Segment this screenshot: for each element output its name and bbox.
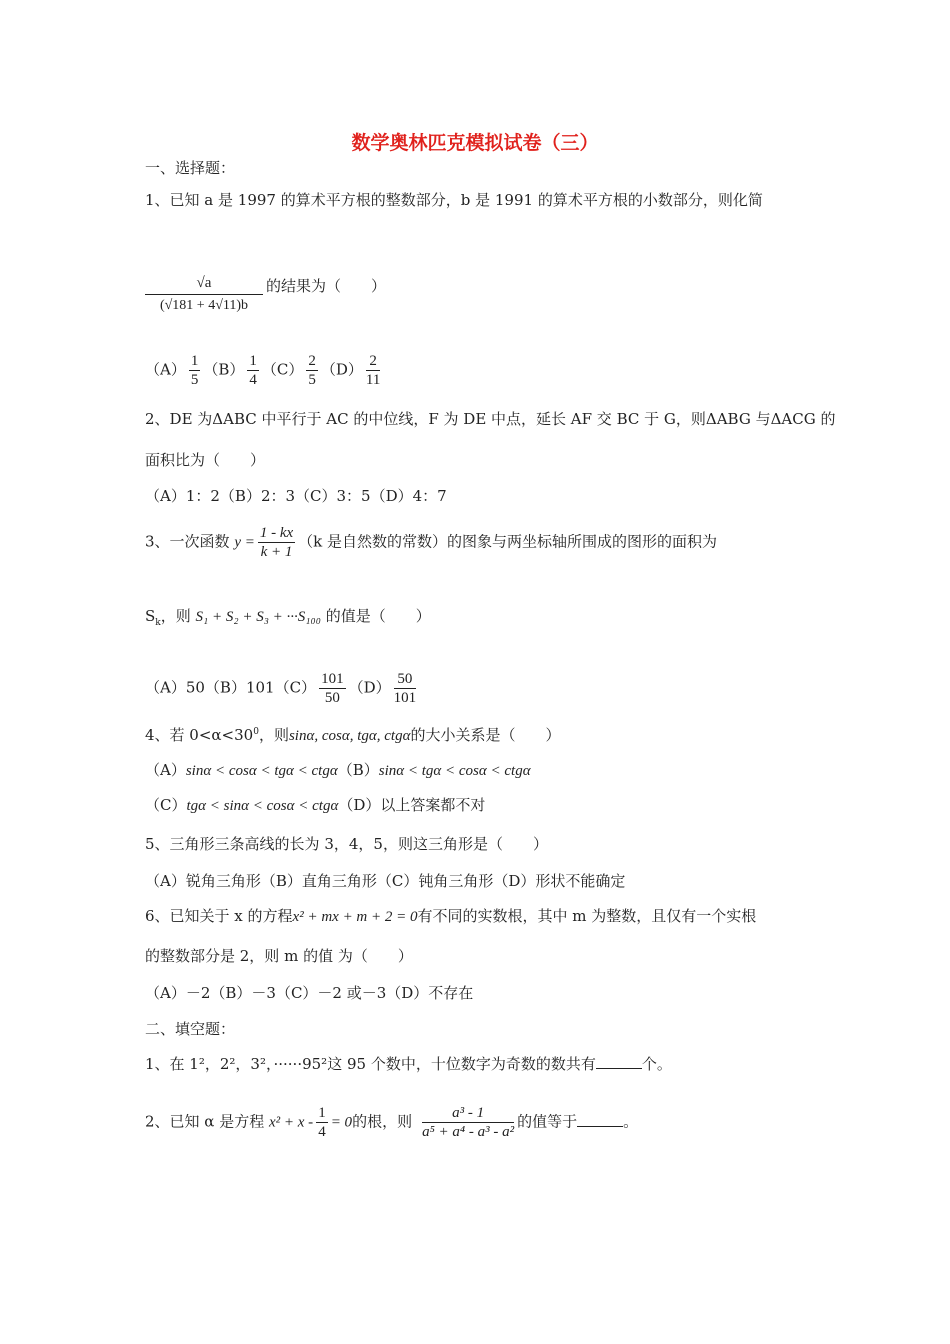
option-a-label: （A）	[145, 761, 186, 779]
question-4-expr: sinα, cosα, tgα, ctgα	[288, 728, 411, 744]
question-1-denominator: (√181 + 4√11)b	[159, 298, 249, 313]
question-6-line	[145, 906, 756, 927]
question-2-text: 2、DE 为ΔABC 中平行于 AC 的中位线，F 为 DE 中点，延长 AF 交 BC 于 G，则ΔABG 与ΔACG 的	[145, 410, 836, 428]
question-2-options: （A）1：2（B）2：3（C）3：5（D）4：7	[145, 487, 447, 505]
option-c-expr: tgα < sinα < cosα < ctgα	[186, 798, 339, 814]
question-4-prefix: 4、若 0<α<30	[145, 726, 254, 744]
option-d-label: （D）	[348, 678, 391, 697]
fill-1-line	[145, 1054, 672, 1074]
question-6-suffix: 有不同的实数根，其中 m 为整数，且仅有一个实根	[417, 907, 757, 925]
question-5-options: （A）锐角三角形（B）直角三角形（C）钝角三角形（D）形状不能确定	[145, 872, 626, 890]
fill-2-blank	[577, 1112, 623, 1127]
fill-2-line	[145, 1104, 638, 1141]
question-1-options	[145, 352, 383, 389]
question-4-options-cd	[145, 795, 485, 816]
fill-2-fraction: $\frac{\text{a³ - 1}}{\text{a⁵ + a⁴ - a³ - a²}}$	[422, 1105, 515, 1140]
question-4-mid: ，则	[258, 726, 289, 744]
option-a-fraction: $\frac{1}{5}$	[190, 353, 199, 388]
question-6-text-2: 的整数部分是 2，则 m 的值 为（ ）	[145, 947, 413, 965]
fill-2-mid: 的根，则	[352, 1112, 413, 1131]
fill-2-prefix: 2、已知 α 是方程	[145, 1112, 265, 1131]
s-k-symbol: S	[145, 607, 156, 625]
fill-1-blank	[596, 1054, 642, 1069]
degree-superscript: 0	[253, 727, 259, 737]
option-a-expr: sinα < cosα < tgα < ctgα	[185, 763, 338, 779]
option-b-expr: sinα < tgα < cosα < ctgα	[378, 763, 531, 779]
fill-1-text: 1、在 1²，2²，3²，······95²这 95 个数中，十位数字为奇数的数共有	[145, 1055, 596, 1073]
question-3-suffix: （k 是自然数的常数）的图象与两坐标轴所围成的图形的面积为	[298, 532, 718, 551]
question-3-y: y =	[234, 534, 255, 551]
question-5-text: 5、三角形三条高线的长为 3，4，5，则这三角形是（ ）	[145, 835, 548, 853]
fill-1-suffix: 个。	[641, 1055, 672, 1073]
section-heading-fill: 二、填空题：	[145, 1020, 236, 1038]
question-3-sum: S₁ + S₂ + S₃ + ···S₁₀₀	[195, 609, 321, 625]
question-3-line	[145, 524, 717, 561]
option-d-fraction: $\frac{50}{101}$	[393, 671, 417, 706]
fill-2-eq-left: x² + x -	[269, 1114, 314, 1131]
option-d-fraction: $\frac{2}{11}$	[365, 353, 381, 388]
page-title: 数学奥林匹克模拟试卷（三）	[351, 132, 599, 154]
s-k-subscript: k	[155, 618, 161, 628]
option-b-fraction: $\frac{1}{4}$	[249, 353, 257, 388]
question-1-fraction	[145, 272, 263, 317]
option-d-label: （D）	[320, 360, 363, 379]
option-d-text: （D）以上答案都不对	[338, 796, 486, 814]
section-heading-choice: 一、选择题：	[145, 159, 236, 177]
question-3-fraction: $\frac{1 - kx}{k + 1}$	[259, 525, 294, 560]
option-b-label: （B）	[203, 360, 245, 379]
question-4-line	[145, 722, 560, 746]
question-1-suffix: 的结果为（ ）	[266, 277, 387, 295]
question-6-prefix: 6、已知关于 x 的方程	[145, 907, 293, 925]
question-2-text-2: 面积比为（ ）	[145, 451, 266, 469]
question-1-text: 1、已知 a 是 1997 的算术平方根的整数部分，b 是 1991 的算术平方根的小数部分，则化简	[145, 191, 763, 209]
fill-2-eq-right: = 0	[330, 1114, 353, 1131]
question-3-line-2	[145, 606, 431, 633]
question-6-options: （A）－2（B）－3（C）－2 或－3（D）不存在	[145, 984, 474, 1002]
option-c-label: （C）	[145, 796, 187, 814]
option-a-label: （A）	[145, 360, 186, 379]
question-6-equation: x² + mx + m + 2 = 0	[292, 909, 418, 925]
question-4-options-ab	[145, 760, 531, 781]
question-3-mid: ，则	[160, 607, 191, 625]
option-c-fraction: $\frac{2}{5}$	[308, 353, 316, 388]
option-c-fraction: $\frac{101}{50}$	[321, 671, 344, 706]
question-3-line2-suffix: 的值是（ ）	[325, 607, 431, 625]
question-4-suffix: 的大小关系是（ ）	[410, 726, 561, 744]
question-3-options	[145, 670, 419, 707]
question-1-numerator: √a	[145, 272, 263, 295]
option-c-label: （C）	[261, 360, 304, 379]
option-b-label: （B）	[337, 761, 379, 779]
fill-2-suffix: 的值等于	[517, 1112, 578, 1131]
question-3-prefix: 3、一次函数	[145, 532, 230, 551]
question-3-options-prefix: （A）50（B）101（C）	[145, 678, 317, 697]
fill-2-eq-fraction: $\frac{1}{4}$	[318, 1105, 326, 1140]
fill-2-end: 。	[623, 1112, 639, 1131]
